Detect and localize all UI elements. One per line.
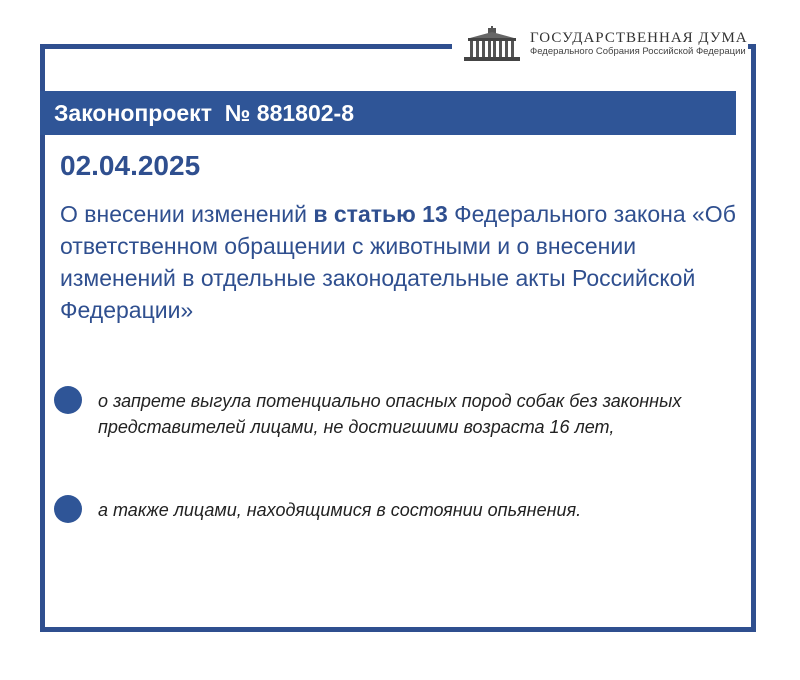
logo-text — [530, 30, 748, 58]
subject-article: в статью 13 — [313, 201, 448, 227]
list-item: о запрете выгула потенциально опасных пород собак без законных представителей лицами, не достигшими возраста 16 лет, — [98, 391, 682, 437]
bill-subject — [60, 198, 750, 326]
subject-part2: Федерального закона «Об ответственном обращении с животными и о внесении изменений в отдельные законодательные акты Российской Федерации» — [60, 201, 736, 323]
bill-number: № 881802-8 — [224, 100, 354, 126]
bill-banner — [40, 91, 736, 135]
subject-part1: О внесении изменений — [60, 201, 314, 227]
logo-title: ГОСУДАРСТВЕННАЯ ДУМА — [530, 30, 748, 46]
bill-date: 02.04.2025 — [60, 150, 201, 181]
logo-subtitle: Федерального Собрания Российской Федерации — [530, 46, 746, 57]
duma-logo — [462, 24, 748, 64]
bullet-icon — [54, 495, 82, 523]
duma-building-icon — [462, 26, 522, 62]
list-item: а также лицами, находящимися в состоянии опьянения. — [98, 500, 582, 520]
bullet-icon — [54, 386, 82, 414]
bill-label: Законопроект — [54, 100, 212, 126]
